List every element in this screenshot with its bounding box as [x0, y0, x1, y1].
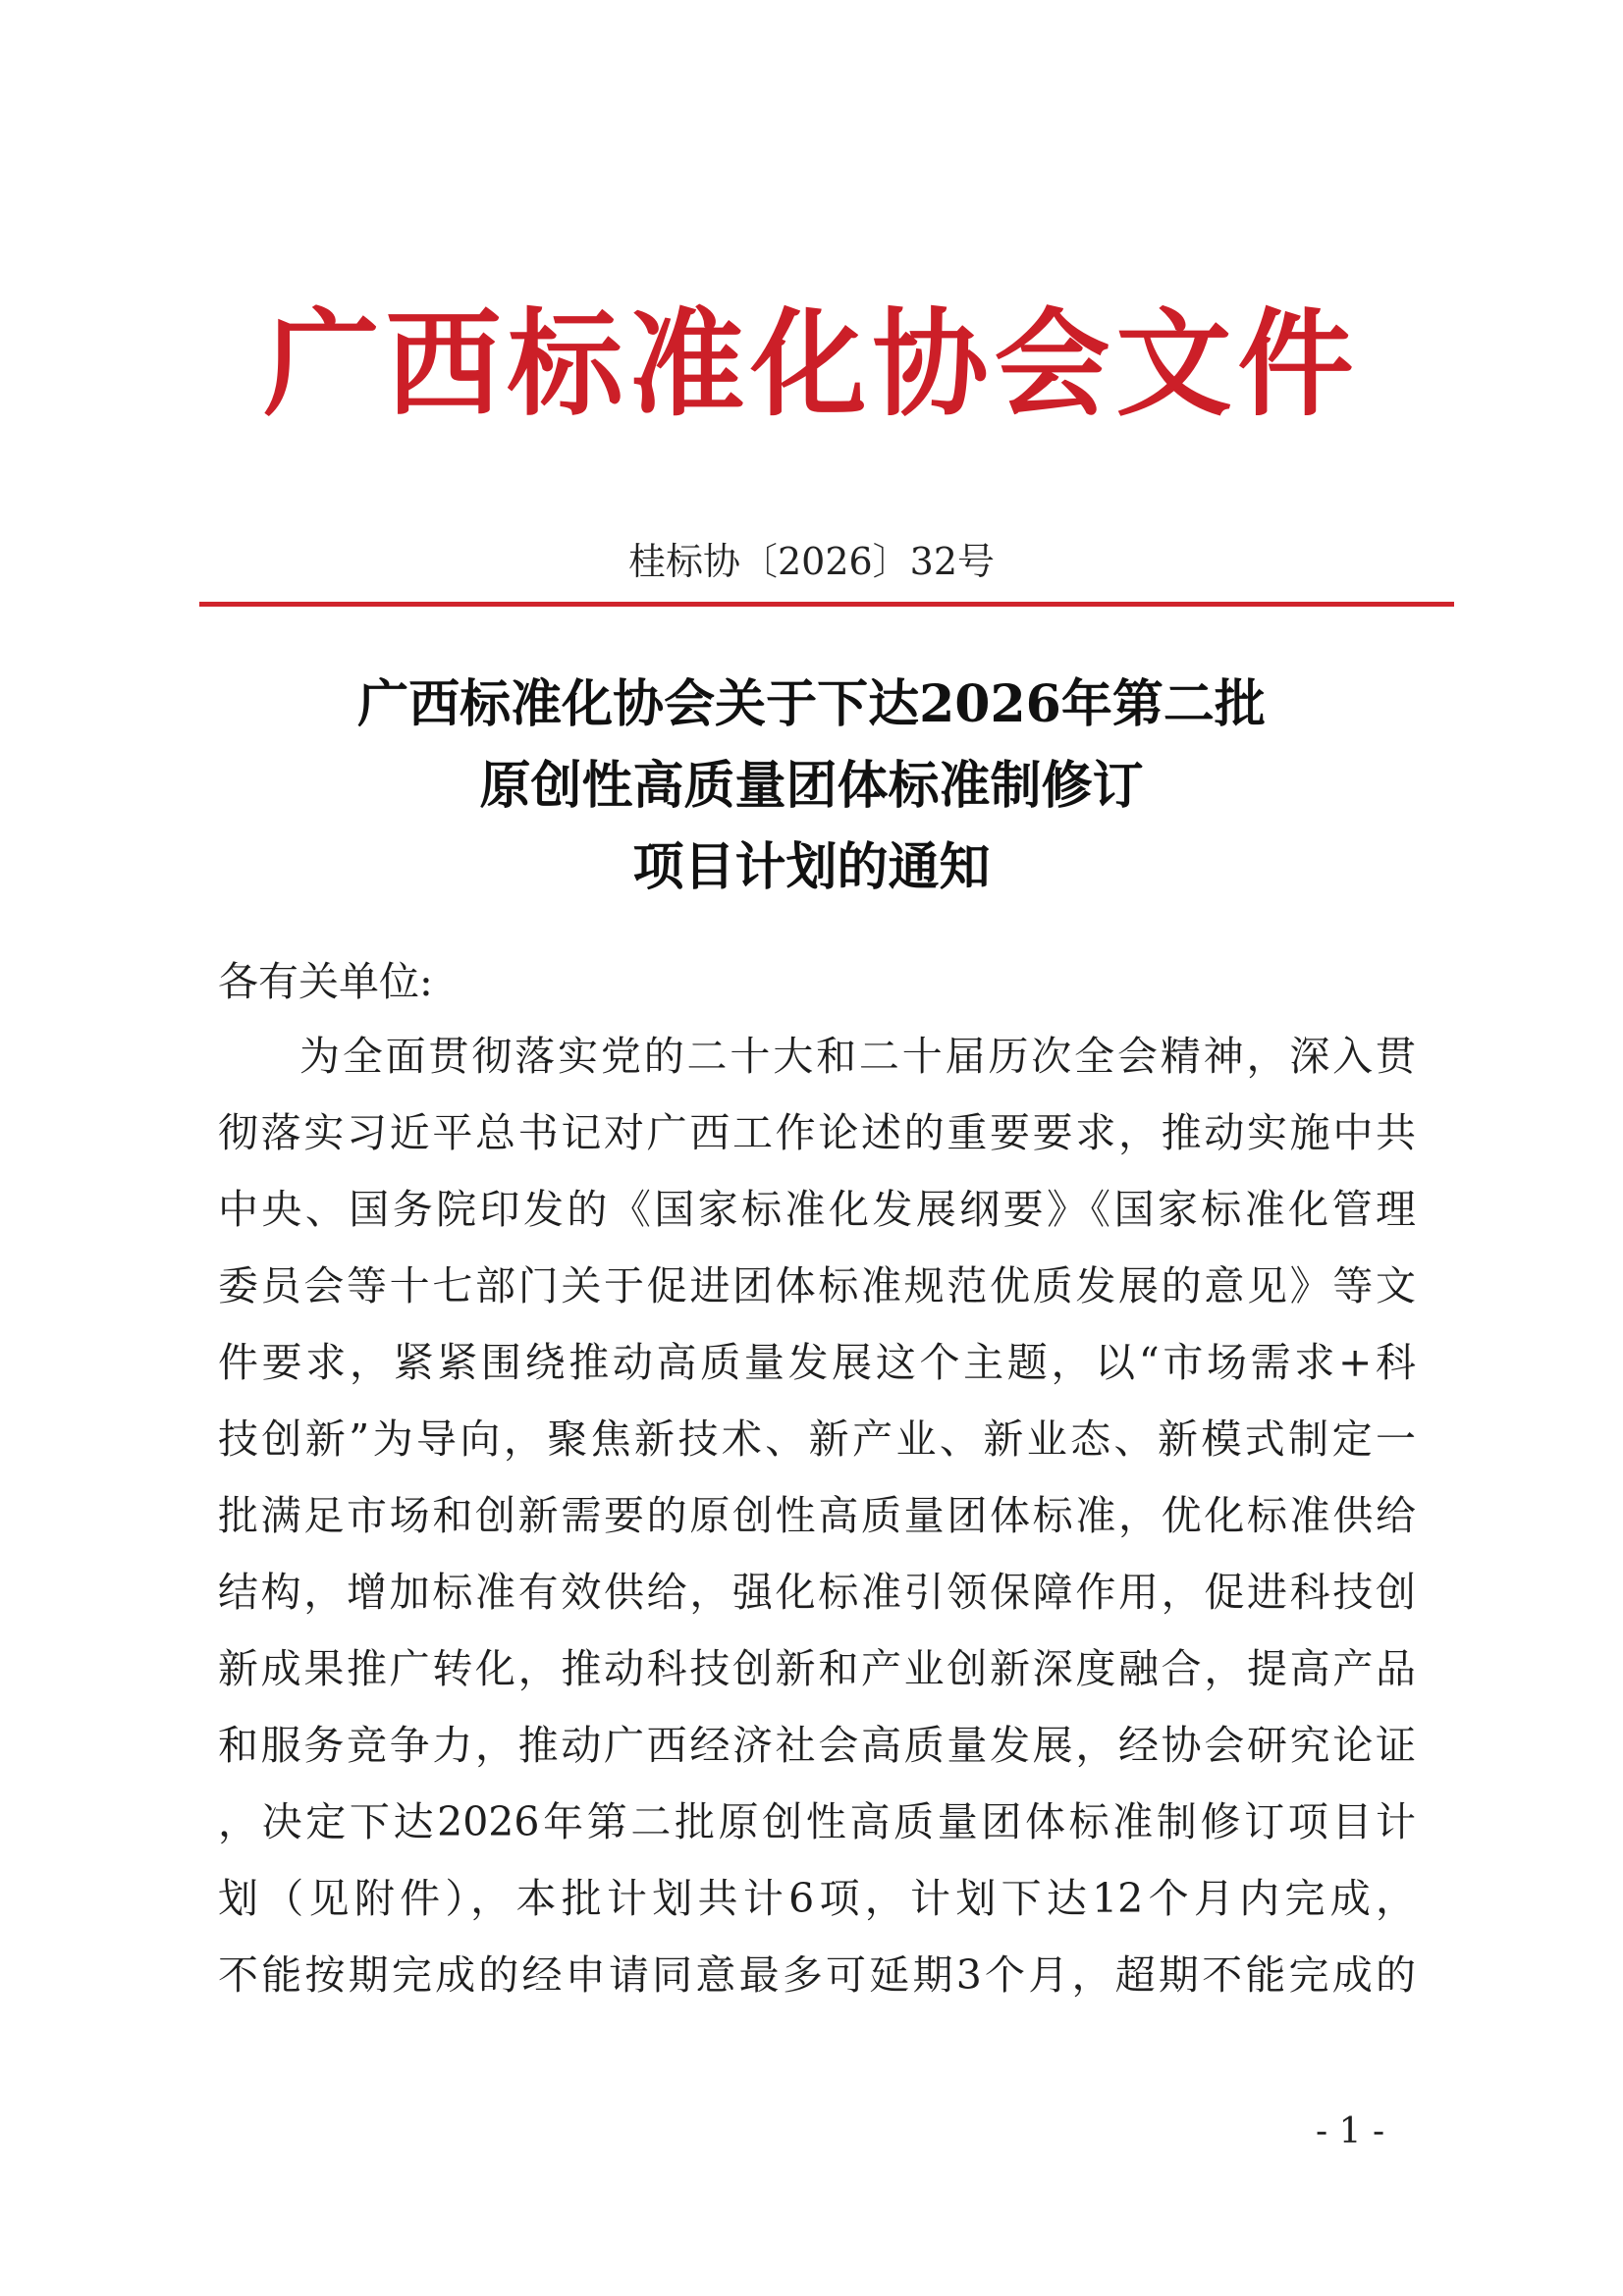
body-line: 新成果推广转化，推动科技创新和产业创新深度融合，提高产品 — [218, 1645, 1416, 1692]
body-line: 划（见附件），本批计划共计6项，计划下达12个月内完成， — [218, 1875, 1416, 1922]
body-line: 结构，增加标准有效供给，强化标准引领保障作用，促进科技创 — [218, 1569, 1416, 1616]
body-line: 彻落实习近平总书记对广西工作论述的重要要求，推动实施中共 — [218, 1109, 1416, 1156]
body-line: 批满足市场和创新需要的原创性高质量团体标准，优化标准供给 — [218, 1492, 1416, 1539]
red-divider-rule — [199, 602, 1454, 607]
body-line: 委员会等十七部门关于促进团体标准规范优质发展的意见》等文 — [218, 1262, 1416, 1309]
notice-title-line-2: 原创性高质量团体标准制修订 — [479, 756, 1144, 816]
body-line: 为全面贯彻落实党的二十大和二十届历次全会精神，深入贯 — [299, 1033, 1416, 1080]
body-line: ，决定下达2026年第二批原创性高质量团体标准制修订项目计 — [218, 1798, 1416, 1845]
body-line: 不能按期完成的经申请同意最多可延期3个月，超期不能完成的 — [218, 1951, 1416, 1999]
body-line: 中央、国务院印发的《国家标准化发展纲要》《国家标准化管理 — [218, 1186, 1416, 1233]
body-line: 和服务竞争力，推动广西经济社会高质量发展，经协会研究论证 — [218, 1722, 1416, 1769]
issuer-header-title: 广西标准化协会文件 — [263, 295, 1360, 432]
document-number: 桂标协〔2026〕32号 — [627, 540, 996, 583]
notice-title-line-3: 项目计划的通知 — [632, 837, 991, 897]
notice-title-line-1: 广西标准化协会关于下达2026年第二批 — [357, 674, 1266, 734]
salutation: 各有关单位: — [218, 958, 433, 1005]
body-line: 件要求，紧紧围绕推动高质量发展这个主题，以“市场需求+科 — [218, 1339, 1416, 1386]
page-number: - 1 - — [1316, 2111, 1385, 2152]
body-line: 技创新”为导向，聚焦新技术、新产业、新业态、新模式制定一 — [218, 1415, 1416, 1463]
